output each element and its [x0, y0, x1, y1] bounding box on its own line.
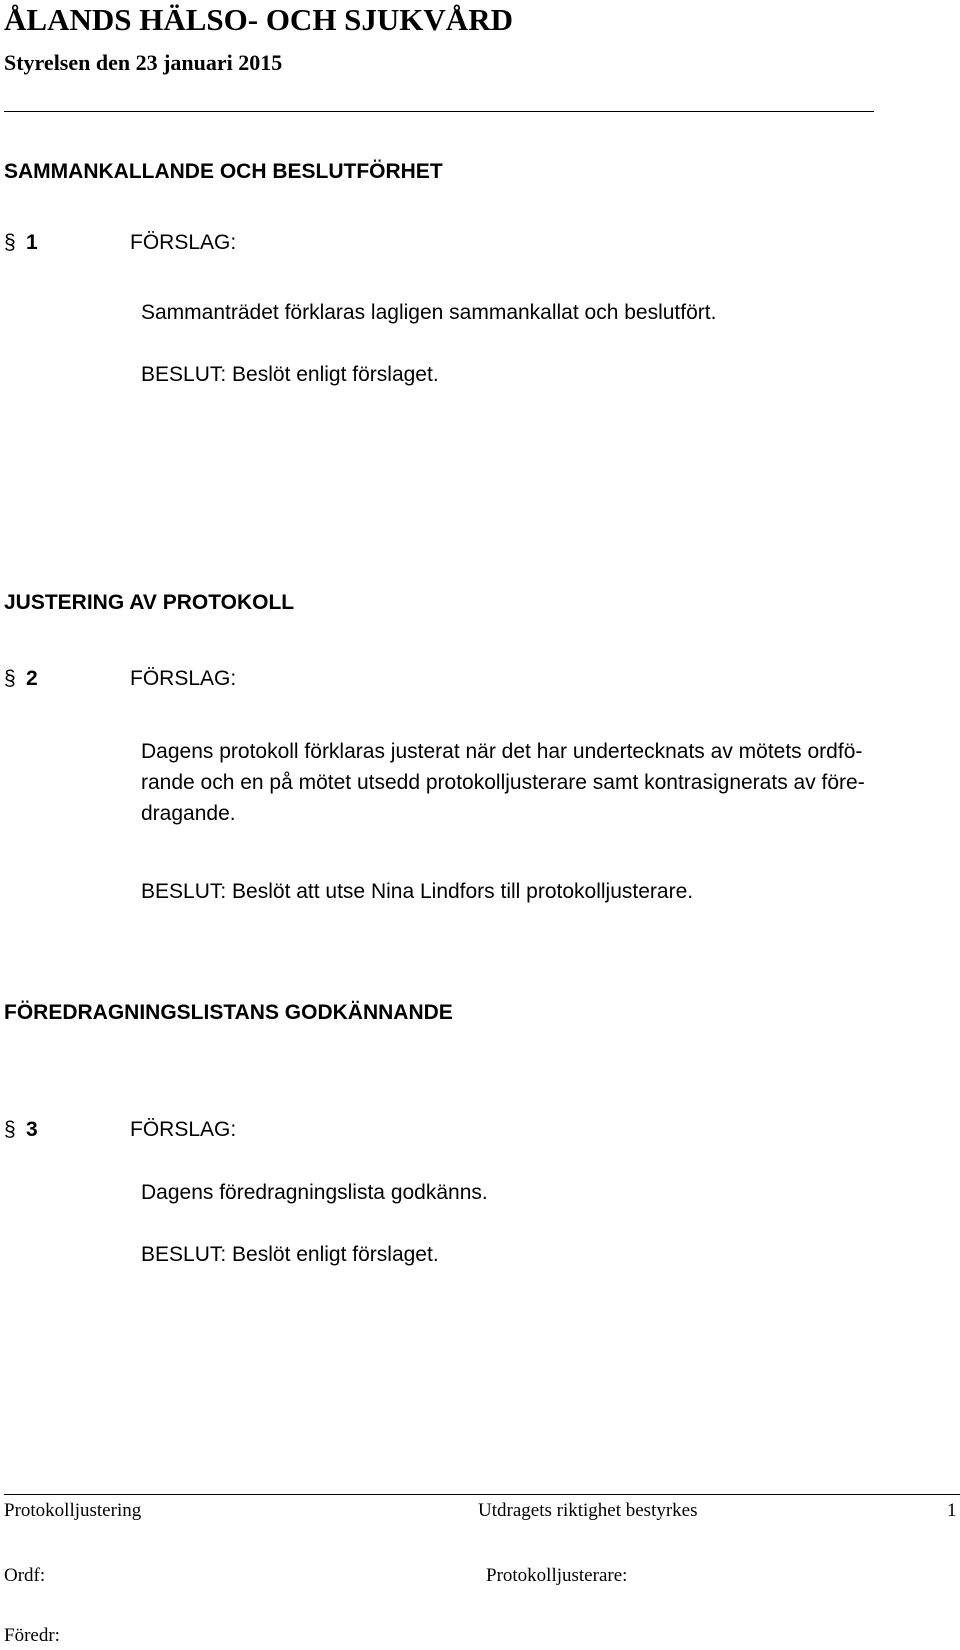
decision-text-1: BESLUT: Beslöt enligt förslaget. [141, 363, 439, 386]
meeting-date-line: Styrelsen den 23 januari 2015 [4, 50, 283, 75]
footer-divider [4, 1494, 960, 1495]
paragraph-number: 3 [26, 1118, 38, 1141]
section-sign: § [4, 231, 16, 254]
paragraph-row-1 [4, 231, 236, 255]
section-heading-2: JUSTERING AV PROTOKOLL [4, 591, 295, 614]
paragraph-number: 1 [26, 231, 38, 254]
proposal-label: FÖRSLAG: [130, 231, 237, 254]
decision-text-3: BESLUT: Beslöt enligt förslaget. [141, 1243, 439, 1266]
proposal-line: dragande. [141, 802, 236, 825]
proposal-label: FÖRSLAG: [130, 1118, 237, 1141]
document-title: ÅLANDS HÄLSO- OCH SJUKVÅRD [4, 2, 513, 37]
footer-left-label: Protokolljustering [4, 1500, 142, 1521]
section-sign: § [4, 1118, 16, 1141]
footer-center-label: Utdragets riktighet bestyrkes [478, 1500, 698, 1521]
proposal-text-3: Dagens föredragningslista godkänns. [141, 1181, 488, 1204]
header-divider [4, 111, 874, 112]
proposal-text-2 [141, 736, 931, 829]
proposal-label: FÖRSLAG: [130, 667, 237, 690]
page-number: 1 [947, 1500, 957, 1521]
paragraph-number: 2 [26, 667, 38, 690]
section-sign: § [4, 667, 16, 690]
presenter-signature-label: Föredr: [4, 1625, 60, 1646]
section-heading-1: SAMMANKALLANDE OCH BESLUTFÖRHET [4, 160, 443, 183]
paragraph-row-2 [4, 667, 236, 691]
proposal-text-1: Sammanträdet förklaras lagligen sammankallat och beslutfört. [141, 301, 717, 324]
chair-signature-label: Ordf: [4, 1565, 46, 1586]
section-heading-3: FÖREDRAGNINGSLISTANS GODKÄNNANDE [4, 1001, 453, 1024]
adjuster-signature-label: Protokolljusterare: [486, 1565, 628, 1586]
proposal-line: rande och en på mötet utsedd protokolljusterare samt kontrasignerats av före- [141, 771, 865, 794]
proposal-line: Dagens protokoll förklaras justerat när det har undertecknats av mötets ordfö- [141, 740, 863, 763]
decision-text-2: BESLUT: Beslöt att utse Nina Lindfors till protokolljusterare. [141, 880, 694, 903]
paragraph-row-3 [4, 1118, 236, 1142]
